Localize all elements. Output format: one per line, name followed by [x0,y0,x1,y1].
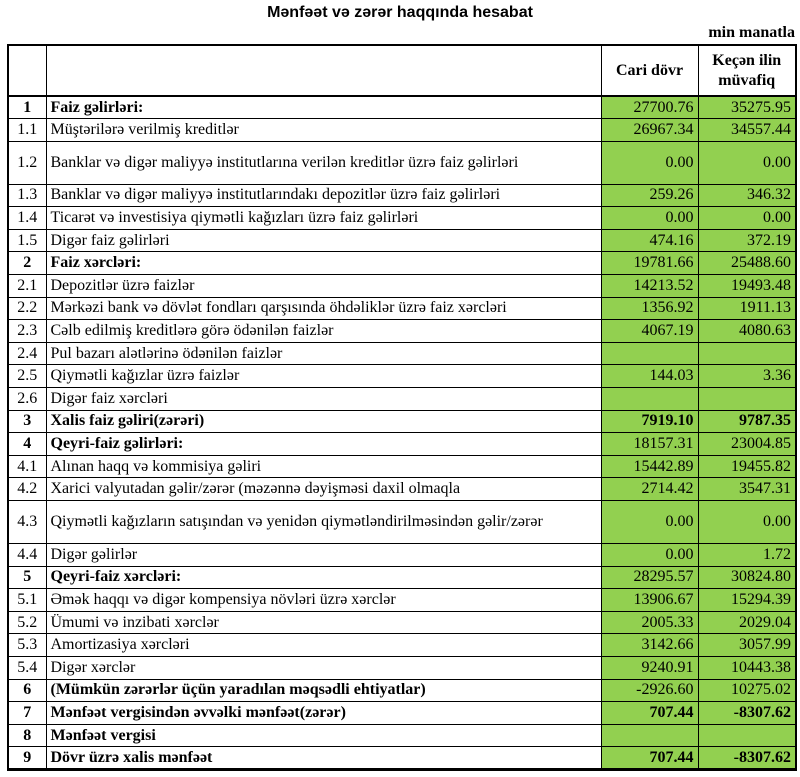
row-label-cell: Müştərilərə verilmiş kreditlər [46,119,601,142]
table-row [8,747,796,770]
row-number-cell: 4.4 [8,544,46,567]
current-value-cell: -2926.60 [601,679,698,702]
table-row [8,544,796,567]
unit-note: min manatla [708,24,795,41]
previous-value-cell: 1.72 [698,544,796,567]
current-value-cell: 0.00 [601,544,698,567]
row-number-cell: 9 [8,747,46,770]
previous-value-cell: 25488.60 [698,252,796,275]
row-label-cell: Digər gəlirlər [46,544,601,567]
row-label-cell: (Mümkün zərərlər üçün yaradılan məqsədli ehtiyatlar) [46,679,601,702]
row-number-cell: 4.3 [8,501,46,544]
current-value-cell: 15442.89 [601,455,698,478]
current-value-cell: 9240.91 [601,656,698,679]
row-label-cell: Digər faiz gəlirləri [46,229,601,252]
previous-value-cell [698,388,796,411]
table-row [8,119,796,142]
previous-value-cell: 15294.39 [698,589,796,612]
current-value-cell: 3142.66 [601,634,698,657]
row-number-cell: 1.5 [8,229,46,252]
current-value-cell: 18157.31 [601,433,698,456]
table-row [8,589,796,612]
row-number-cell: 8 [8,724,46,747]
row-label-cell: Digər faiz xərcləri [46,388,601,411]
current-value-cell: 707.44 [601,747,698,770]
row-number-cell: 2.5 [8,365,46,388]
page-title: Mənfəət və zərər haqqında hesabat [267,4,533,21]
row-number-cell: 2.1 [8,275,46,298]
row-number-cell: 6 [8,679,46,702]
profit-loss-table [7,44,797,771]
current-value-cell: 7919.10 [601,410,698,433]
table-body [8,96,796,769]
header-empty-num [8,45,46,96]
table-row [8,207,796,230]
previous-value-cell: 1911.13 [698,297,796,320]
previous-value-cell: 35275.95 [698,96,796,119]
previous-value-cell: 10275.02 [698,679,796,702]
row-number-cell: 4.1 [8,455,46,478]
table-row [8,566,796,589]
row-label-cell: Dövr üzrə xalis mənfəət [46,747,601,770]
previous-value-cell: 346.32 [698,184,796,207]
row-number-cell: 2.2 [8,297,46,320]
row-label-cell: Banklar və digər maliyyə institutlarındakı depozitlər üzrə faiz gəlirləri [46,184,601,207]
row-number-cell: 5 [8,566,46,589]
table-row [8,275,796,298]
current-value-cell: 259.26 [601,184,698,207]
previous-value-cell: 23004.85 [698,433,796,456]
row-number-cell: 1.4 [8,207,46,230]
table-row [8,297,796,320]
previous-value-cell: 372.19 [698,229,796,252]
row-label-cell: Xalis faiz gəliri(zərəri) [46,410,601,433]
current-value-cell [601,388,698,411]
row-number-cell: 2 [8,252,46,275]
previous-value-cell: 9787.35 [698,410,796,433]
row-number-cell: 7 [8,702,46,725]
previous-value-cell: -8307.62 [698,747,796,770]
previous-value-cell: 34557.44 [698,119,796,142]
table-row [8,388,796,411]
table-row [8,320,796,343]
row-label-cell: Depozitlər üzrə faizlər [46,275,601,298]
current-value-cell: 0.00 [601,207,698,230]
row-label-cell: Qiymətli kağızlar üzrə faizlər [46,365,601,388]
previous-value-cell: 3.36 [698,365,796,388]
current-value-cell: 1356.92 [601,297,698,320]
row-number-cell: 1.2 [8,141,46,184]
table-row [8,724,796,747]
row-label-cell: Əmək haqqı və digər kompensiya növləri üzrə xərclər [46,589,601,612]
row-label-cell: Pul bazarı alətlərinə ödənilən faizlər [46,342,601,365]
previous-value-cell: -8307.62 [698,702,796,725]
row-label-cell: Qiymətli kağızların satışından və yenidən qiymətləndirilməsindən gəlir/zərər [46,501,601,544]
table-row [8,478,796,501]
row-number-cell: 1.1 [8,119,46,142]
row-label-cell: Xarici valyutadan gəlir/zərər (məzənnə dəyişməsi daxil olmaqla [46,478,601,501]
row-number-cell: 3 [8,410,46,433]
current-value-cell: 2714.42 [601,478,698,501]
previous-value-cell: 4080.63 [698,320,796,343]
row-number-cell: 2.4 [8,342,46,365]
row-number-cell: 1 [8,96,46,119]
table-row [8,433,796,456]
current-value-cell [601,342,698,365]
current-value-cell: 14213.52 [601,275,698,298]
current-value-cell: 27700.76 [601,96,698,119]
current-value-cell: 26967.34 [601,119,698,142]
row-number-cell: 5.4 [8,656,46,679]
column-header-current: Cari dövr [601,45,698,96]
table-row [8,229,796,252]
row-label-cell: Ümumi və inzibati xərclər [46,611,601,634]
row-number-cell: 5.3 [8,634,46,657]
previous-value-cell: 3057.99 [698,634,796,657]
row-label-cell: Amortizasiya xərcləri [46,634,601,657]
table-row [8,455,796,478]
row-label-cell: Alınan haqq və kommisiya gəliri [46,455,601,478]
table-row [8,702,796,725]
row-label-cell: Faiz xərcləri: [46,252,601,275]
row-label-cell: Mənfəət vergisindən əvvəlki mənfəət(zərər) [46,702,601,725]
previous-value-cell: 0.00 [698,207,796,230]
current-value-cell: 13906.67 [601,589,698,612]
row-number-cell: 5.2 [8,611,46,634]
table-row [8,252,796,275]
row-label-cell: Banklar və digər maliyyə institutlarına verilən kreditlər üzrə faiz gəlirləri [46,141,601,184]
row-label-cell: Qeyri-faiz gəlirləri: [46,433,601,456]
table-row [8,679,796,702]
table-row [8,96,796,119]
row-label-cell: Mərkəzi bank və dövlət fondları qarşısında öhdəliklər üzrə faiz xərcləri [46,297,601,320]
previous-value-cell: 3547.31 [698,478,796,501]
row-label-cell: Faiz gəlirləri: [46,96,601,119]
current-value-cell: 144.03 [601,365,698,388]
header-row [8,45,796,96]
table-row [8,410,796,433]
current-value-cell [601,724,698,747]
row-label-cell: Ticarət və investisiya qiymətli kağızları üzrə faiz gəlirləri [46,207,601,230]
table-row [8,656,796,679]
row-number-cell: 2.3 [8,320,46,343]
row-number-cell: 1.3 [8,184,46,207]
row-number-cell: 2.6 [8,388,46,411]
column-header-previous: Keçən ilin müvafiq [698,45,796,96]
table-row [8,184,796,207]
row-label-cell: Qeyri-faiz xərcləri: [46,566,601,589]
previous-value-cell: 19455.82 [698,455,796,478]
previous-value-cell [698,342,796,365]
previous-value-cell [698,724,796,747]
row-number-cell: 4.2 [8,478,46,501]
table-row [8,501,796,544]
previous-value-cell: 19493.48 [698,275,796,298]
previous-value-cell: 0.00 [698,141,796,184]
table-row [8,634,796,657]
header-empty-label [46,45,601,96]
table-row [8,365,796,388]
table-row [8,342,796,365]
current-value-cell: 474.16 [601,229,698,252]
current-value-cell: 707.44 [601,702,698,725]
row-label-cell: Digər xərclər [46,656,601,679]
previous-value-cell: 0.00 [698,501,796,544]
current-value-cell: 28295.57 [601,566,698,589]
previous-value-cell: 30824.80 [698,566,796,589]
current-value-cell: 0.00 [601,501,698,544]
current-value-cell: 19781.66 [601,252,698,275]
row-number-cell: 4 [8,433,46,456]
current-value-cell: 0.00 [601,141,698,184]
previous-value-cell: 2029.04 [698,611,796,634]
row-number-cell: 5.1 [8,589,46,612]
row-label-cell: Cəlb edilmiş kreditlərə görə ödənilən faizlər [46,320,601,343]
previous-value-cell: 10443.38 [698,656,796,679]
current-value-cell: 4067.19 [601,320,698,343]
current-value-cell: 2005.33 [601,611,698,634]
table-row [8,611,796,634]
table-row [8,141,796,184]
row-label-cell: Mənfəət vergisi [46,724,601,747]
